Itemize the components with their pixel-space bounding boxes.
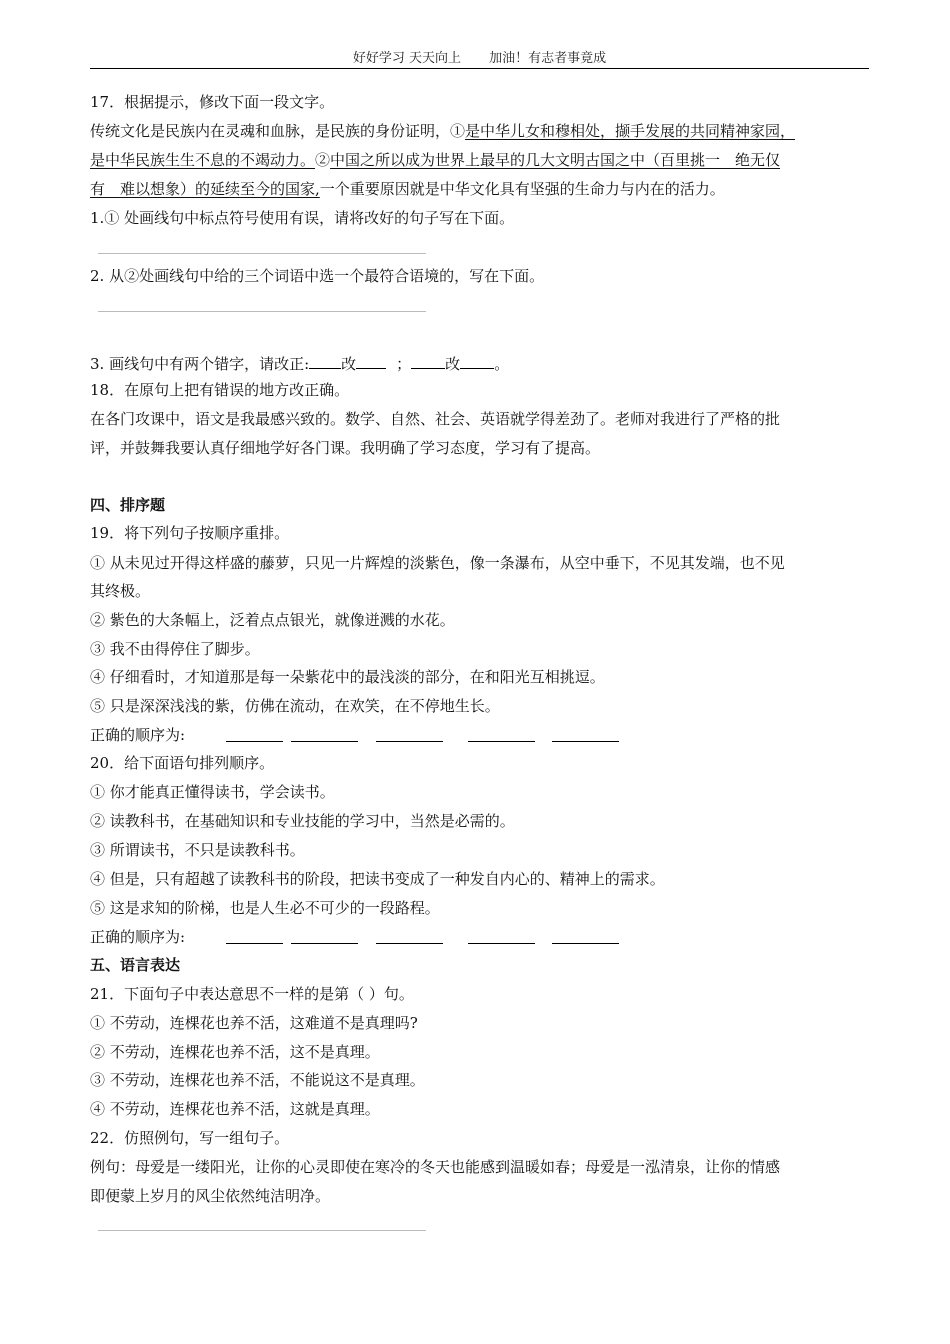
q20-title: 20．给下面语句排列顺序。: [90, 754, 275, 772]
q22-example-line-1: 例句：母爱是一缕阳光，让你的心灵即使在寒冷的冬天也能感到温暖如春；母爱是一泓清泉，让你的情感: [90, 1158, 781, 1176]
blank-field[interactable]: [291, 943, 358, 944]
q17-paragraph-line-1: [90, 121, 870, 141]
q22-title: 22．仿照例句，写一组句子。: [90, 1129, 290, 1147]
q17-text: 传统文化是民族内在灵魂和血脉，是民族的身份证明，①: [90, 122, 466, 140]
q19-sentence-2: ② 紫色的大条幅上，泛着点点银光，就像迸溅的水花。: [90, 611, 455, 629]
q17-text: 一个重要原因就是中华文化具有坚强的生命力与内在的活力。: [319, 180, 725, 198]
q21-option-1: ① 不劳动，连棵花也养不活，这难道不是真理吗?: [90, 1014, 418, 1032]
q17-underlined-text: 中国之所以成为世界上最早的几大文明古国之中（百里挑一 绝无仅: [330, 151, 781, 169]
q19-sentence-5: ⑤ 只是深深浅浅的紫，仿佛在流动，在欢笑，在不停地生长。: [90, 697, 500, 715]
q22-example-line-2: 即便蒙上岁月的风尘依然纯洁明净。: [90, 1187, 331, 1205]
answer-line[interactable]: [98, 1230, 426, 1231]
blank-field[interactable]: [309, 352, 341, 369]
q21-option-3: ③ 不劳动，连棵花也养不活，不能说这不是真理。: [90, 1071, 425, 1089]
q19-title: 19．将下列句子按顺序重排。: [90, 524, 290, 542]
blank-field[interactable]: [468, 943, 535, 944]
blank-field[interactable]: [291, 741, 358, 742]
header-motto-left: 好好学习 天天向上: [352, 51, 462, 66]
blank-field[interactable]: [411, 352, 445, 369]
q17-paragraph-line-2: [90, 150, 870, 170]
blank-field[interactable]: [460, 352, 494, 369]
q17-sub3-text: 改: [341, 355, 357, 373]
q20-sentence-1: ① 你才能真正懂得读书，学会读书。: [90, 783, 335, 801]
page-header: [90, 50, 869, 69]
q18-title: 18．在原句上把有错误的地方改正确。: [90, 381, 350, 399]
q17-sub3-text: 改: [445, 355, 461, 373]
q19-answer-label: 正确的顺序为:: [90, 726, 186, 744]
blank-field[interactable]: [552, 741, 619, 742]
section-heading-4: 四、排序题: [90, 496, 166, 514]
q17-sub3-separator: ；: [396, 355, 412, 373]
q20-answer-label: 正确的顺序为:: [90, 928, 186, 946]
q20-sentence-5: ⑤ 这是求知的阶梯，也是人生必不可少的一段路程。: [90, 899, 440, 917]
q21-option-4: ④ 不劳动，连棵花也养不活，这就是真理。: [90, 1100, 380, 1118]
q19-sentence-1: ① 从未见过开得这样盛的藤萝，只见一片辉煌的淡紫色，像一条瀑布，从空中垂下，不见其发端，也不见: [90, 554, 785, 572]
blank-field[interactable]: [468, 741, 535, 742]
q17-sub3-prompt: 3. 画线句中有两个错字，请改正:: [90, 355, 310, 373]
q17-sub2: 2. 从②处画线句中给的三个词语中选一个最符合语境的，写在下面。: [90, 267, 545, 285]
q17-underlined-text: 是中华儿女和穆相处，撷手发展的共同精神家园，: [465, 122, 796, 140]
blank-field[interactable]: [226, 943, 283, 944]
q20-sentence-2: ② 读教科书，在基础知识和专业技能的学习中，当然是必需的。: [90, 812, 515, 830]
q17-underlined-text: 是中华民族生生不息的不竭动力。: [90, 151, 316, 169]
q21-title: 21．下面句子中表达意思不一样的是第（ ）句。: [90, 985, 414, 1003]
blank-field[interactable]: [552, 943, 619, 944]
answer-line[interactable]: [98, 253, 426, 254]
q21-option-2: ② 不劳动，连棵花也养不活，这不是真理。: [90, 1043, 380, 1061]
q19-sentence-4: ④ 仔细看时，才知道那是每一朵紫花中的最浅淡的部分，在和阳光互相挑逗。: [90, 668, 605, 686]
q17-sub3-end: 。: [494, 355, 510, 373]
q20-sentence-4: ④ 但是，只有超越了读教科书的阶段，把读书变成了一种发自内心的、精神上的需求。: [90, 870, 665, 888]
q17-sub3: [90, 352, 870, 374]
answer-line[interactable]: [98, 311, 426, 312]
blank-field[interactable]: [376, 741, 443, 742]
q17-underlined-text: 有 难以想象）的延续至今的国家,: [90, 180, 320, 198]
q20-sentence-3: ③ 所谓读书，不只是读教科书。: [90, 841, 305, 859]
q19-sentence-1-cont: 其终极。: [90, 582, 151, 600]
blank-field[interactable]: [376, 943, 443, 944]
section-heading-5: 五、语言表达: [90, 956, 181, 974]
q17-sub1: 1.① 处画线句中标点符号使用有误，请将改好的句子写在下面。: [90, 209, 515, 227]
blank-field[interactable]: [356, 352, 386, 369]
q17-title: 17．根据提示，修改下面一段文字。: [90, 93, 335, 111]
q17-marker: ②: [315, 151, 331, 169]
q18-paragraph-line-2: 评，并鼓舞我要认真仔细地学好各门课。我明确了学习态度，学习有了提高。: [90, 439, 601, 457]
blank-field[interactable]: [226, 741, 283, 742]
q19-sentence-3: ③ 我不由得停住了脚步。: [90, 640, 260, 658]
q18-paragraph-line-1: 在各门攻课中，语文是我最感兴致的。数学、自然、社会、英语就学得差劲了。老师对我进行了严格的批: [90, 410, 781, 428]
q17-paragraph-line-3: [90, 179, 870, 199]
header-motto-right: 加油！有志者事竟成: [489, 51, 607, 66]
